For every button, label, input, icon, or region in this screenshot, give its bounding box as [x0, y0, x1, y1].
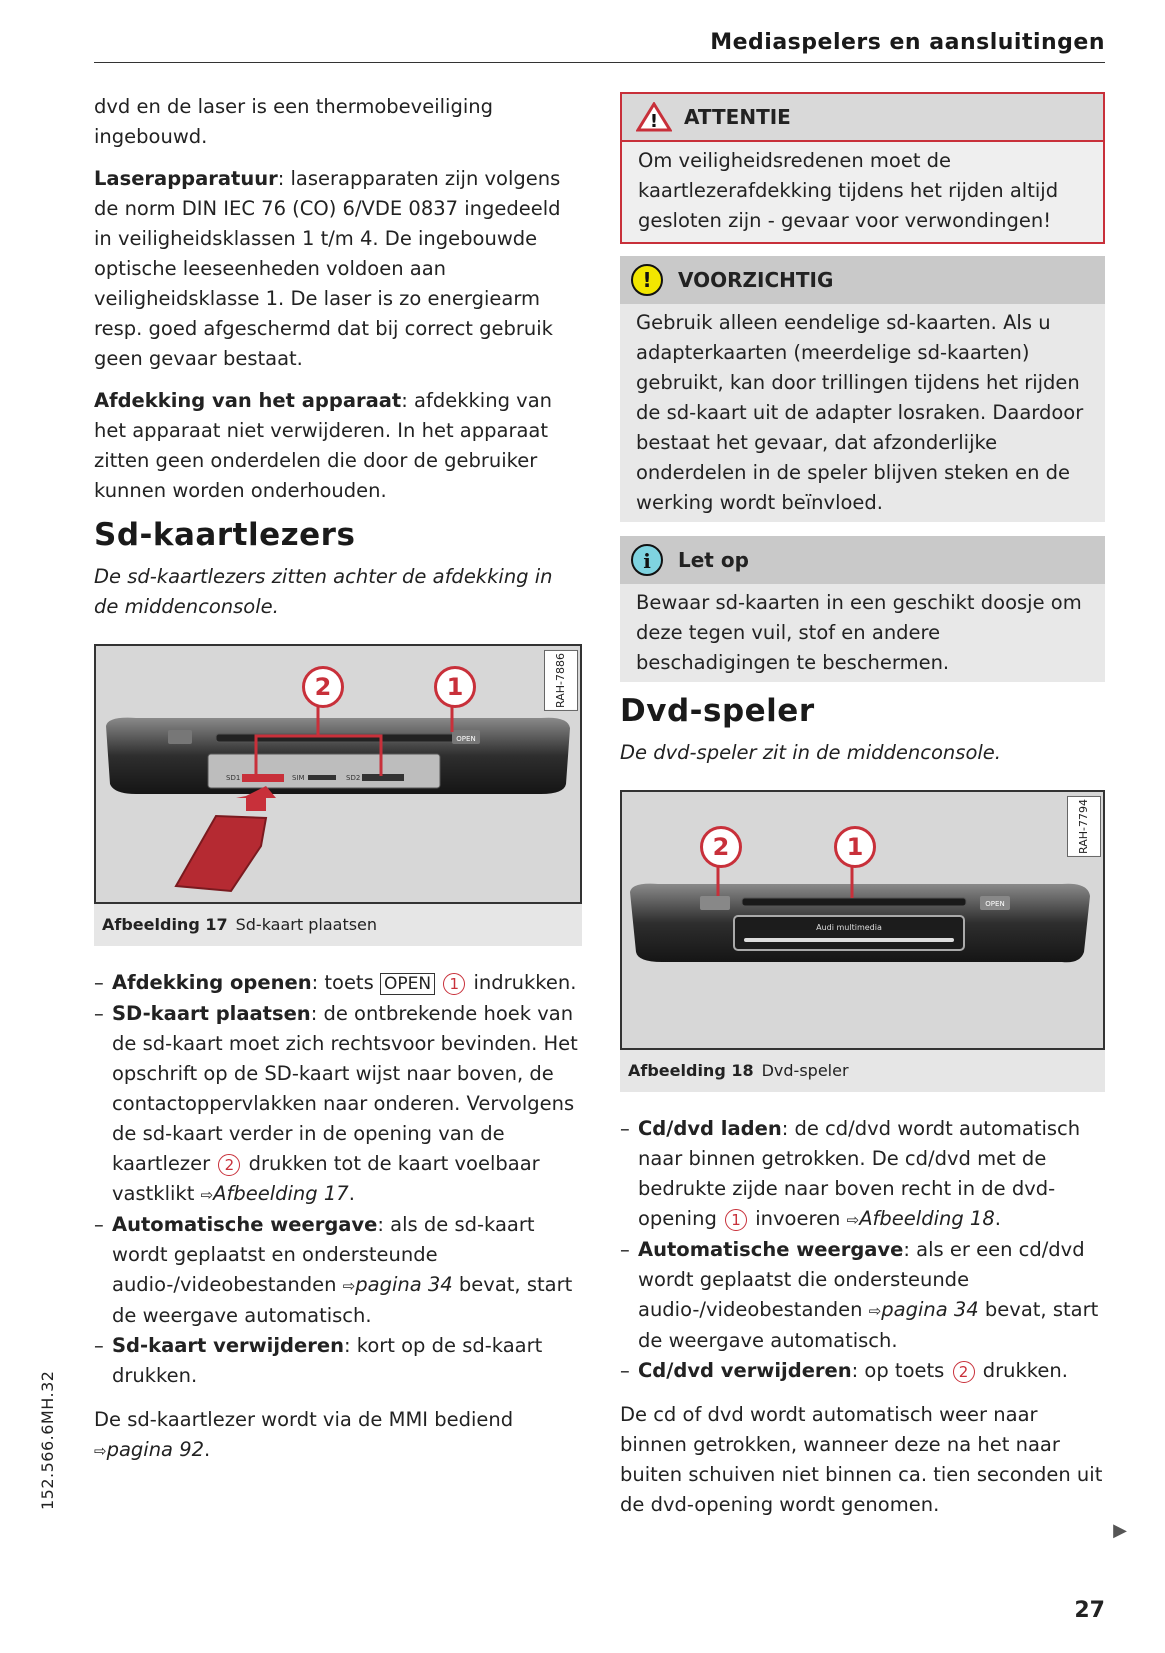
ref-figure-18[interactable]: ⇨Afbeelding 18	[846, 1207, 995, 1230]
sd2-label: SD2	[346, 774, 361, 782]
list-item: – SD-kaart plaatsen: de ontbrekende hoek van de sd-kaart moet zich rechtsvoor bevinden. Het opschrift op de SD-kaart wijst naar boven, de contactoppervlakken naar onderen. Vervolgens de sd-kaart verder in de opening van de kaartlezer 2 drukken tot de kaart voelbaar vastklikt ⇨Afbeelding 17.	[94, 999, 582, 1210]
callout-1: 1	[443, 973, 465, 995]
let-op-title: Let op	[678, 548, 749, 572]
arrow-right-icon: ⇨	[200, 1186, 214, 1204]
open-key: OPEN	[380, 973, 435, 995]
figure-code: RAH-7794	[1067, 796, 1101, 857]
annotation-2: 2	[302, 666, 344, 708]
warning-triangle-icon	[636, 102, 672, 132]
paragraph-mmi: De sd-kaartlezer wordt via de MMI bediend ⇨pagina 92.	[94, 1408, 514, 1461]
paragraph-thermo: dvd en de laser is een thermobeveiliging ingebouwd.	[94, 95, 493, 148]
figure-18-dvd-player	[620, 790, 1105, 1050]
lead-dvd: De dvd-speler zit in de middenconsole.	[620, 741, 1001, 764]
let-op-text: Bewaar sd-kaarten in een geschikt doosje om deze tegen vuil, stof en andere beschadigingen te beschermen.	[636, 591, 1082, 674]
arrow-right-icon: ⇨	[846, 1211, 860, 1229]
ref-page-34[interactable]: ⇨pagina 34	[342, 1273, 453, 1296]
svg-text:i: i	[643, 549, 651, 573]
list-item: – Cd/dvd verwijderen: op toets 2 drukken.	[620, 1356, 1105, 1386]
brand-label: Audi multimedia	[816, 923, 882, 932]
ref-page-92[interactable]: ⇨pagina 92	[94, 1438, 205, 1461]
let-op-box	[620, 536, 1105, 682]
annotation-1: 1	[434, 666, 476, 708]
figure-17-caption: Afbeelding 17 Sd-kaart plaatsen	[94, 904, 582, 946]
ref-page-34[interactable]: ⇨pagina 34	[868, 1298, 979, 1321]
sd-instructions-list	[94, 968, 582, 1391]
page-number: 27	[1074, 1598, 1105, 1623]
list-item: – Sd-kaart verwijderen: kort op de sd-kaart drukken.	[94, 1331, 582, 1391]
heading-sd-card-readers: Sd-kaartlezers	[94, 517, 356, 553]
attentie-text: Om veiligheidsredenen moet de kaartlezerafdekking tijdens het rijden altijd gesloten zijn - gevaar voor verwondingen!	[638, 149, 1059, 232]
list-item: – Automatische weergave: als de sd-kaart wordt geplaatst en ondersteunde audio-/videobestanden ⇨pagina 34 bevat, start de weergave automatisch.	[94, 1210, 582, 1331]
figure-18-caption: Afbeelding 18 Dvd-speler	[620, 1050, 1105, 1092]
callout-2: 2	[218, 1154, 240, 1176]
lead-sd: De sd-kaartlezers zitten achter de afdekking in de middenconsole.	[94, 565, 553, 618]
svg-text:!: !	[642, 268, 652, 292]
list-item: – Automatische weergave: als er een cd/dvd wordt geplaatst die ondersteunde audio-/videobestanden ⇨pagina 34 bevat, start de weergave automatisch.	[620, 1235, 1105, 1356]
figure-17-sd-card	[94, 644, 582, 904]
arrow-right-icon: ⇨	[94, 1442, 107, 1460]
ref-figure-17[interactable]: ⇨Afbeelding 17	[200, 1182, 349, 1205]
list-item: – Cd/dvd laden: de cd/dvd wordt automatisch naar binnen getrokken. De cd/dvd met de bedrukte zijde naar boven recht in de dvd-opening 1 invoeren ⇨Afbeelding 18.	[620, 1114, 1105, 1235]
open-label: OPEN	[456, 735, 476, 743]
next-page-icon[interactable]: ▶	[1113, 1520, 1127, 1541]
sd1-label: SD1	[226, 774, 241, 782]
voorzichtig-title: VOORZICHTIG	[678, 268, 834, 292]
paragraph-auto-retract: De cd of dvd wordt automatisch weer naar binnen getrokken, wanneer deze na het naar buiten schuiven niet binnen ca. tien seconden uit de dvd-opening wordt genomen.	[620, 1403, 1103, 1516]
callout-2: 2	[953, 1361, 975, 1383]
heading-dvd-player: Dvd-speler	[620, 693, 815, 729]
list-item: – Afdekking openen: toets OPEN 1 indrukken.	[94, 968, 582, 999]
callout-1: 1	[725, 1209, 747, 1231]
dvd-instructions-list	[620, 1114, 1105, 1386]
annotation-1: 1	[834, 826, 876, 868]
page-header-title: Mediaspelers en aansluitingen	[710, 30, 1105, 55]
left-column	[94, 92, 582, 1478]
paragraph-laser: Laserapparatuur: laserapparaten zijn volgens de norm DIN IEC 76 (CO) 6/VDE 0837 ingedeeld in veiligheidsklassen 1 t/m 4. De ingebouwde optische leeseenheden voldoen aan veiligheidsklasse 1. De laser is zo energiearm resp. goed afgeschermd dat bij correct gebruik geen gevaar bestaat.	[94, 167, 561, 370]
voorzichtig-box	[620, 256, 1105, 522]
document-code: 152.566.6MH.32	[38, 1370, 57, 1510]
open-label: OPEN	[985, 900, 1005, 908]
attentie-box	[620, 92, 1105, 244]
paragraph-cover: Afdekking van het apparaat: afdekking van het apparaat niet verwijderen. In het apparaat zitten geen onderdelen die door de gebruiker kunnen worden onderhouden.	[94, 389, 553, 502]
info-icon	[630, 543, 664, 577]
sim-label: SIM	[292, 774, 305, 782]
right-column	[620, 92, 1105, 1532]
arrow-right-icon: ⇨	[342, 1277, 356, 1295]
voorzichtig-text: Gebruik alleen eendelige sd-kaarten. Als u adapterkaarten (meerdelige sd-kaarten) gebruikt, kan door trillingen tijdens het rijden de sd-kaart uit de adapter losraken. Daardoor bestaat het gevaar, dat afzonderlijke onderdelen in de speler blijven steken en de werking wordt beïnvloed.	[636, 311, 1084, 514]
caution-icon	[630, 263, 664, 297]
arrow-right-icon: ⇨	[868, 1302, 882, 1320]
figure-code: RAH-7886	[544, 650, 578, 711]
attentie-title: ATTENTIE	[684, 105, 791, 129]
header-divider	[94, 62, 1105, 63]
annotation-2: 2	[700, 826, 742, 868]
svg-text:!: !	[649, 111, 659, 132]
